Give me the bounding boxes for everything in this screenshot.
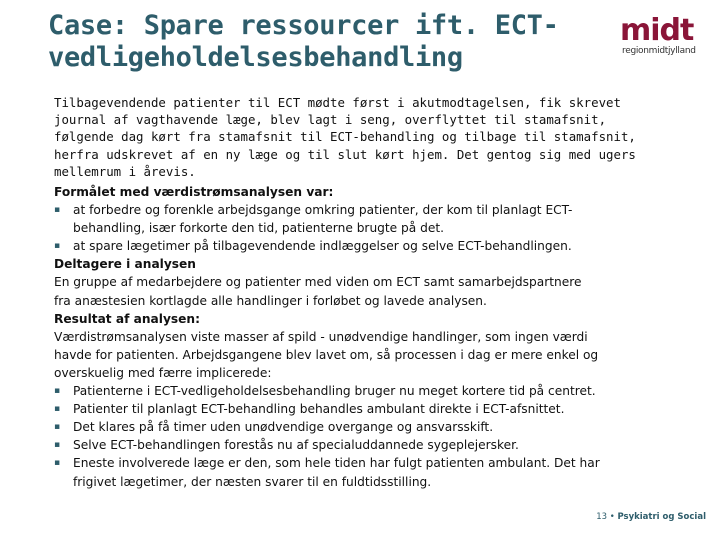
square-bullet-icon: ▪: [54, 404, 61, 415]
logo-wordmark: midt: [620, 13, 694, 48]
list-item-text: at forbedre og forenkle arbejdsgange omkring patienter, der kom til planlagt ECT-: [73, 203, 573, 218]
list-item-text: at spare lægetimer på tilbagevendende indlæggelser og selve ECT-behandlingen.: [73, 239, 572, 254]
list-item-text: Selve ECT-behandlingen forestås nu af specialuddannede sygeplejersker.: [73, 438, 519, 453]
page-number: 13: [596, 512, 608, 522]
result-line: havde for patienten. Arbejdsgangene blev lavet om, så processen i dag er mere enkel og: [54, 347, 599, 362]
list-item-text: Patienterne i ECT-vedligeholdelsesbehandling bruger nu meget kortere tid på centret.: [73, 384, 596, 399]
participants-line: fra anæstesien kortlagde alle handlinger i forløbet og lavede analysen.: [54, 293, 487, 308]
slide-footer: [596, 512, 706, 522]
list-item-text: behandling, især forkorte den tid, patienterne brugte på det.: [73, 221, 445, 236]
list-item: [54, 382, 694, 400]
square-bullet-icon: ▪: [54, 205, 61, 216]
slide-title-line: Case: Spare ressourcer ift. ECT-: [48, 10, 559, 41]
logo-subtitle: regionmidtjylland: [622, 46, 696, 56]
intro-line: Tilbagevendende patienter til ECT mødte først i akutmodtagelsen, fik skrevet: [54, 95, 621, 110]
square-bullet-icon: ▪: [54, 422, 61, 433]
list-item-text: Patienter til planlagt ECT-behandling behandles ambulant direkte i ECT-afsnittet.: [73, 402, 565, 417]
intro-line: mellemrum i årevis.: [54, 163, 196, 179]
intro-line: følgende dag kørt fra stamafsnit til ECT-behandling og tilbage til stamafsnit,: [54, 129, 636, 145]
list-item-text: Det klares på få timer uden unødvendige overgange og ansvarsskift.: [73, 420, 494, 435]
list-item: [54, 400, 694, 418]
intro-paragraph: [54, 94, 694, 180]
square-bullet-icon: ▪: [54, 440, 61, 451]
square-bullet-icon: ▪: [54, 241, 61, 252]
square-bullet-icon: ▪: [54, 458, 61, 469]
slide-title: [48, 10, 588, 74]
region-midtjylland-logo: [614, 14, 710, 60]
footer-separator: •: [609, 512, 615, 522]
result-heading: Resultat af analysen:: [54, 311, 200, 326]
participants-line: En gruppe af medarbejdere og patienter med viden om ECT samt samarbejdspartnere: [54, 275, 582, 290]
list-item: [54, 418, 694, 436]
list-item: [54, 237, 694, 255]
list-item-text: Eneste involverede læge er den, som hele tiden har fulgt patienten ambulant. Det har: [73, 456, 600, 471]
body-content: [54, 183, 694, 491]
purpose-heading: Formålet med værdistrømsanalysen var:: [54, 185, 334, 199]
list-item-text: frigivet lægetimer, der næsten svarer til en fuldtidsstilling.: [73, 474, 432, 489]
footer-org: Psykiatri og Social: [617, 512, 706, 522]
result-line: Værdistrømsanalysen viste masser af spild - unødvendige handlinger, som ingen værdi: [54, 329, 588, 344]
list-item: [54, 436, 694, 454]
result-line: overskuelig med færre implicerede:: [54, 365, 272, 380]
list-item: [54, 454, 694, 490]
intro-line: herfra udskrevet af en ny læge og til slut kørt hjem. Det gentog sig med ugers: [54, 146, 636, 162]
slide-title-line: vedligeholdelsesbehandling: [48, 42, 463, 73]
participants-heading: Deltagere i analysen: [54, 257, 196, 272]
intro-line: journal af vagthavende læge, blev lagt i seng, overflyttet til stamafsnit,: [54, 112, 607, 128]
list-item: [54, 201, 694, 237]
square-bullet-icon: ▪: [54, 386, 61, 397]
